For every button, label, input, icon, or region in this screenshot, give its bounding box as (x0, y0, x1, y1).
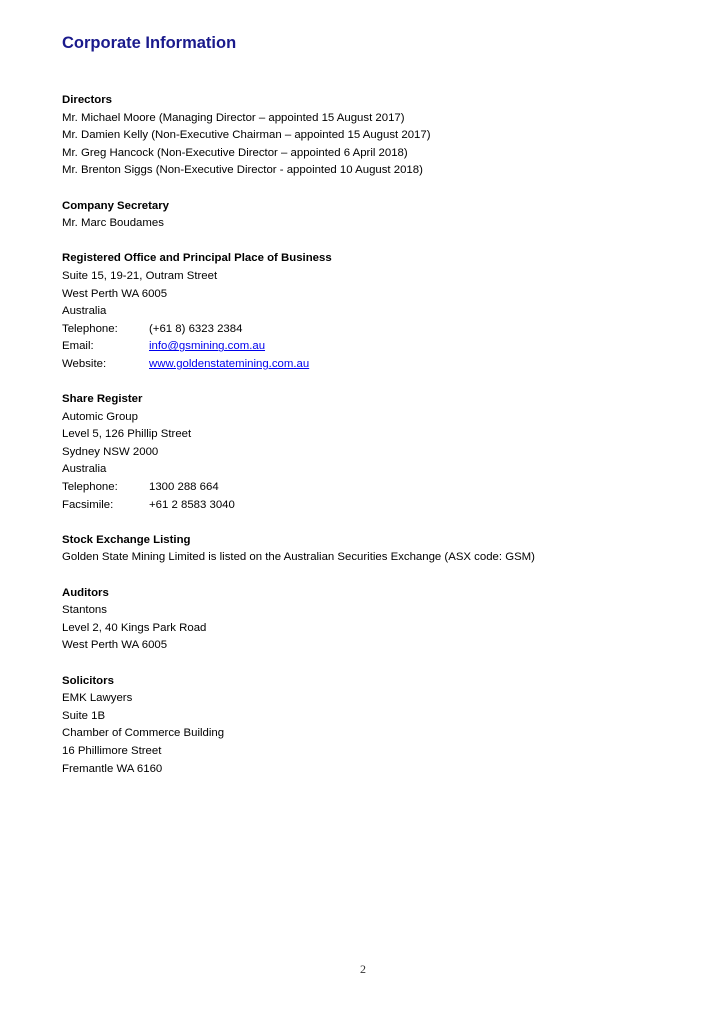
address-line: 16 Phillimore Street (62, 744, 162, 757)
address-line: Stantons (62, 604, 107, 617)
solicitors-heading: Solicitors (62, 674, 114, 687)
address-line: Automic Group (62, 410, 138, 423)
telephone-row (62, 321, 702, 339)
share-register-section (62, 391, 702, 514)
website-label: Website: (62, 357, 107, 370)
facsimile-label: Facsimile: (62, 498, 114, 511)
company-secretary-name: Mr. Marc Boudames (62, 217, 164, 230)
director-line: Mr. Damien Kelly (Non-Executive Chairman – appointed 15 August 2017) (62, 129, 431, 142)
facsimile-value: +61 2 8583 3040 (149, 498, 235, 511)
address-line: Fremantle WA 6160 (62, 762, 163, 775)
director-line: Mr. Brenton Siggs (Non-Executive Director - appointed 10 August 2018) (62, 164, 423, 177)
address-line: Suite 15, 19-21, Outram Street (62, 269, 218, 282)
email-label: Email: (62, 340, 94, 353)
telephone-row (62, 479, 702, 497)
address-line: Sydney NSW 2000 (62, 445, 159, 458)
page-number: 2 (360, 962, 366, 976)
facsimile-row (62, 497, 702, 515)
website-link[interactable]: www.goldenstatemining.com.au (149, 357, 310, 370)
website-row (62, 356, 702, 374)
company-secretary-heading: Company Secretary (62, 199, 169, 212)
solicitors-section (62, 673, 702, 779)
directors-section (62, 92, 702, 180)
document-content (62, 92, 702, 796)
address-line: West Perth WA 6005 (62, 287, 168, 300)
address-line: Chamber of Commerce Building (62, 727, 225, 740)
address-line: Level 2, 40 Kings Park Road (62, 621, 207, 634)
email-link[interactable]: info@gsmining.com.au (149, 340, 266, 353)
address-line: Australia (62, 463, 107, 476)
address-line: Level 5, 126 Phillip Street (62, 428, 192, 441)
share-register-heading: Share Register (62, 393, 143, 406)
page-title: Corporate Information (62, 34, 237, 52)
registered-office-heading: Registered Office and Principal Place of Business (62, 252, 332, 265)
telephone-value: 1300 288 664 (149, 481, 219, 494)
telephone-label: Telephone: (62, 322, 118, 335)
address-line: West Perth WA 6005 (62, 639, 168, 652)
stock-exchange-heading: Stock Exchange Listing (62, 533, 191, 546)
auditors-heading: Auditors (62, 586, 109, 599)
address-line: Suite 1B (62, 709, 106, 722)
stock-exchange-text: Golden State Mining Limited is listed on the Australian Securities Exchange (ASX code: GSM) (62, 551, 535, 564)
stock-exchange-section (62, 532, 702, 567)
auditors-section (62, 585, 702, 655)
director-line: Mr. Michael Moore (Managing Director – appointed 15 August 2017) (62, 111, 405, 124)
telephone-label: Telephone: (62, 481, 118, 494)
address-line: EMK Lawyers (62, 692, 133, 705)
telephone-value: (+61 8) 6323 2384 (149, 322, 243, 335)
registered-office-section (62, 250, 702, 373)
email-row (62, 338, 702, 356)
company-secretary-section (62, 198, 702, 233)
directors-heading: Directors (62, 94, 113, 106)
address-line: Australia (62, 305, 107, 318)
director-line: Mr. Greg Hancock (Non-Executive Director – appointed 6 April 2018) (62, 146, 408, 159)
